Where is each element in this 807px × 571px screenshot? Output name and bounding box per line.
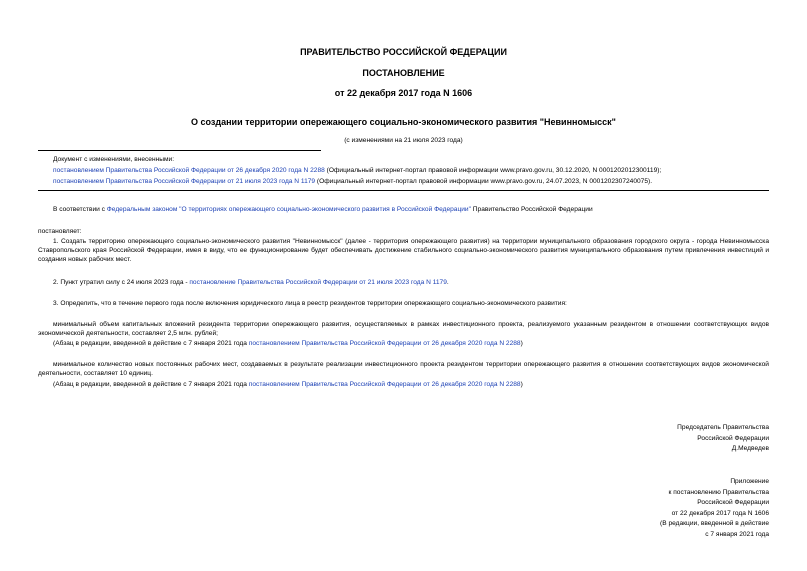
change-item: постановлением Правительства Российской Федерации от 26 декабря 2020 года N 2288 (Официальный интернет-портал правовой информации www.pravo.gov.ru, 30.12.2020, N 0001202012300119); <box>53 167 662 174</box>
appendix-line: от 22 декабря 2017 года N 1606 <box>671 509 769 517</box>
document-type: ПОСТАНОВЛЕНИЕ <box>362 68 445 78</box>
paragraph-2: 2. Пункт утратил силу с 24 июля 2023 года - постановление Правительства Российской Федерации от 21 июля 2023 года N 1179. <box>53 279 449 286</box>
appendix-line: (В редакции, введенной в действие <box>660 520 769 527</box>
signature-line: Председатель Правительства <box>677 424 769 431</box>
federal-law-link[interactable]: Федеральным законом "О территориях опережающего социально-экономического развития в Российской Федерации" <box>106 206 471 213</box>
amendment-link[interactable]: постановлением Правительства Российской Федерации от 26 декабря 2020 года N 2288 <box>248 340 521 347</box>
repeal-link[interactable]: постановление Правительства Российской Федерации от 21 июля 2023 года N 1179 <box>189 279 447 286</box>
appendix-line: с 7 января 2021 года <box>705 530 769 538</box>
resolves-word: постановляет: <box>38 228 82 235</box>
appendix-line: к постановлению Правительства <box>668 488 769 496</box>
edit-note: (Абзац в редакции, введенной в действие с 7 января 2021 года постановлением Правительства Российской Федерации от 26 декабря 2020 года N 2288) <box>53 340 523 347</box>
signature-line: Российской Федерации <box>697 434 769 442</box>
signature-block <box>677 423 769 455</box>
amendment-link[interactable]: постановлением Правительства Российской Федерации от 26 декабря 2020 года N 2288 <box>248 381 521 388</box>
divider-top <box>38 150 321 151</box>
signature-name: Д.Медведев <box>731 445 769 452</box>
edit-note: (Абзац в редакции, введенной в действие с 7 января 2021 года постановлением Правительства Российской Федерации от 26 декабря 2020 года N 2288) <box>53 381 523 388</box>
government-heading: ПРАВИТЕЛЬСТВО РОССИЙСКОЙ ФЕДЕРАЦИИ <box>300 47 507 57</box>
changes-note: (с изменениями на 21 июля 2023 года) <box>344 137 463 144</box>
document-title: О создании территории опережающего социально-экономического развития "Невинномысск" <box>191 117 616 127</box>
document-date: от 22 декабря 2017 года N 1606 <box>334 88 473 98</box>
appendix-line: Приложение <box>730 478 769 485</box>
change-link[interactable]: постановлением Правительства Российской Федерации от 26 декабря 2020 года N 2288 <box>53 167 325 174</box>
change-item: постановлением Правительства Российской Федерации от 21 июля 2023 года N 1179 (Официальный интернет-портал правовой информации www.pravo.gov.ru, 24.07.2023, N 0001202307240075). <box>53 178 653 185</box>
appendix-block <box>660 477 769 540</box>
paragraph-3: 3. Определить, что в течение первого года после включения юридического лица в реестр резидентов территории опережающего социально-экономического развития: <box>53 300 567 307</box>
appendix-line: Российской Федерации <box>697 499 769 506</box>
change-link[interactable]: постановлением Правительства Российской Федерации от 21 июля 2023 года N 1179 <box>53 178 316 185</box>
preamble: В соответствии с Федеральным законом "О территориях опережающего социально-экономического развития в Российской Федерации" Правительство Российской Федерации <box>53 206 593 213</box>
changes-intro: Документ с изменениями, внесенными: <box>53 156 175 163</box>
paragraph-1: 1. Создать территорию опережающего социально-экономического развития "Невинномысск" (далее - территория опережающего развития) на территории муниципального образования городского округа - города Невинномысска Ставропольского края Российской Федерации, имея в виду, что ее функционирование будет обеспечивать достижение стабильного социально-экономического развития муниципального образования путем привлечения инвестиций и создания новых рабочих мест. <box>38 238 769 263</box>
divider-bottom <box>38 190 769 191</box>
paragraph-3a: минимальный объем капитальных вложений резидента территории опережающего развития, осуществляемых в рамках инвестиционного проекта, реализуемого указанным резидентом в отношении соответствующих видов экономической деятельности, составляет 2,5 млн. рублей; <box>38 321 769 337</box>
paragraph-3b: минимальное количество новых постоянных рабочих мест, создаваемых в результате реализации инвестиционного проекта резидентом территории опережающего развития в отношении соответствующих видов экономической деятельности, составляет 10 единиц. <box>38 361 769 377</box>
